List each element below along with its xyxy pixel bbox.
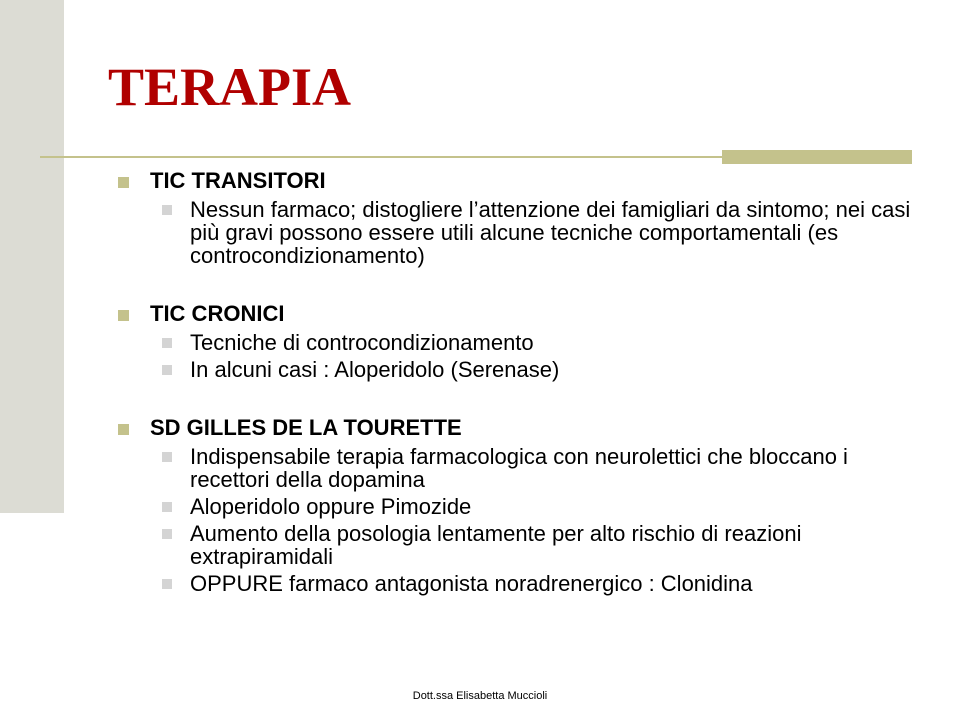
list-item <box>118 445 918 491</box>
square-bullet-icon <box>162 502 172 512</box>
square-bullet-icon <box>162 452 172 462</box>
section-heading-text: TIC CRONICI <box>150 301 285 326</box>
slide-footer: Dott.ssa Elisabetta Muccioli <box>412 690 548 702</box>
square-bullet-icon <box>118 424 129 435</box>
slide-title: TERAPIA <box>108 57 352 117</box>
list-item-text: In alcuni casi : Aloperidolo (Serenase) <box>190 357 560 382</box>
list-item <box>118 572 918 595</box>
square-bullet-icon <box>162 338 172 348</box>
slide-content <box>118 168 918 595</box>
square-bullet-icon <box>118 177 129 188</box>
square-bullet-icon <box>162 205 172 215</box>
list-item <box>118 495 918 518</box>
list-item-text: Nessun farmaco; distogliere l’attenzione dei famigliari da sintomo; nei casi più gravi possono essere utili alcune tecniche comportamentali (es controcondizionamento) <box>190 197 911 268</box>
section-heading <box>118 415 918 441</box>
list-item-text: Aloperidolo oppure Pimozide <box>190 494 472 519</box>
section-heading-text: TIC TRANSITORI <box>150 168 326 193</box>
list-item-text: Indispensabile terapia farmacologica con neurolettici che bloccano i recettori della dopamina <box>190 444 848 492</box>
list-item <box>118 522 918 568</box>
list-item <box>118 358 918 381</box>
square-bullet-icon <box>162 365 172 375</box>
list-item-text: Tecniche di controcondizionamento <box>190 330 534 355</box>
list-item <box>118 331 918 354</box>
square-bullet-icon <box>162 579 172 589</box>
list-item-text: Aumento della posologia lentamente per alto rischio di reazioni extrapiramidali <box>190 521 802 569</box>
section-tic-cronici <box>118 301 918 381</box>
section-tourette <box>118 415 918 595</box>
section-tic-transitori <box>118 168 918 267</box>
side-bar-decoration <box>0 0 64 513</box>
square-bullet-icon <box>118 310 129 321</box>
list-item-text: OPPURE farmaco antagonista noradrenergico : Clonidina <box>190 571 753 596</box>
list-item <box>118 198 918 267</box>
section-heading-text: SD GILLES DE LA TOURETTE <box>150 415 462 440</box>
square-bullet-icon <box>162 529 172 539</box>
section-heading <box>118 168 918 194</box>
title-divider-accent <box>722 150 912 164</box>
section-heading <box>118 301 918 327</box>
